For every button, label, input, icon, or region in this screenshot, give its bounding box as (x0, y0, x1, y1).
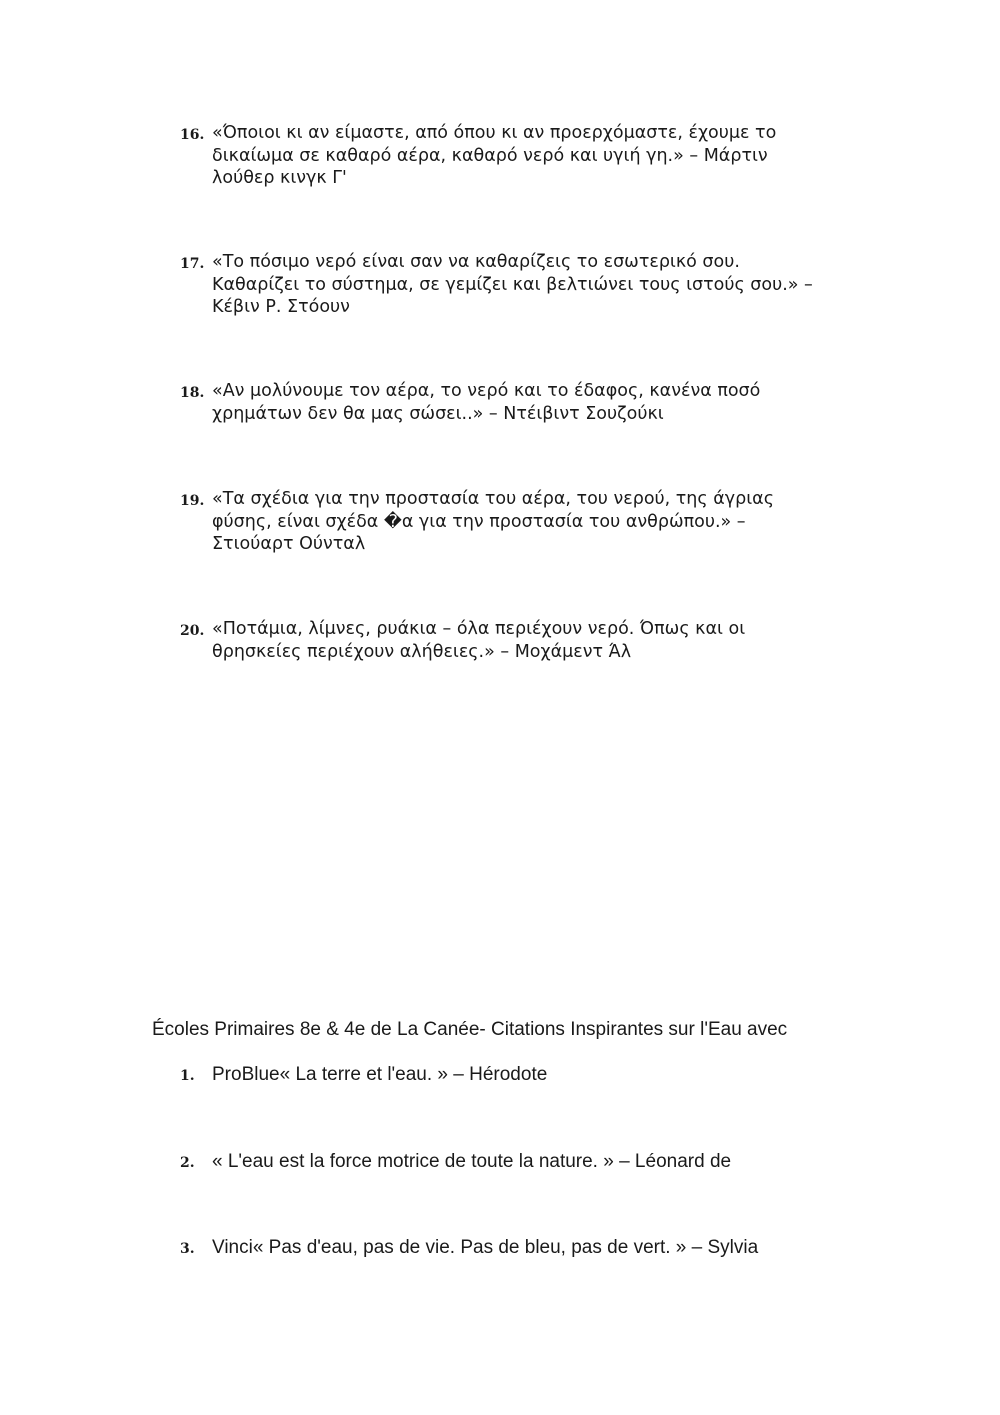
quote-number: 16. (180, 127, 205, 143)
quote-text (212, 488, 832, 556)
quote-line: «Ποτάμια, λίμνες, ρυάκια – όλα περιέχουν νερό. Όπως και οι (212, 619, 746, 639)
quote-line: Κέβιν Ρ. Στόουν (212, 297, 350, 317)
quote-number: 1. (180, 1068, 195, 1084)
quote-line: λούθερ κινγκ Γ' (212, 168, 347, 188)
quote-number: 17. (180, 256, 205, 272)
quote-line: Στιούαρτ Ούνταλ (212, 534, 366, 554)
quote-line: «Τα σχέδια για την προστασία του αέρα, του νερού, της άγριας (212, 489, 774, 509)
quote-line: χρημάτων δεν θα μας σώσει..» – Ντέιβιντ Σουζούκι (212, 403, 664, 424)
quote-number: 19. (180, 493, 205, 509)
quote-line: θρησκείες περιέχουν αλήθειες.» – Μοχάμεντ Άλ (212, 641, 632, 662)
quote-number: 3. (180, 1241, 195, 1257)
quote-line: φύσης, είναι σχέδα �α για την προστασία του ανθρώπου.» – (212, 511, 746, 532)
quote-text: « L'eau est la force motrice de toute la nature. » – Léonard de (212, 1151, 732, 1172)
quote-text (212, 618, 832, 663)
quote-text: Vinci« Pas d'eau, pas de vie. Pas de bleu, pas de vert. » – Sylvia (212, 1237, 759, 1258)
quote-text (212, 251, 832, 319)
quote-line: «Αν μολύνουμε τον αέρα, το νερό και το έδαφος, κανένα ποσό (212, 381, 761, 401)
quote-line: «Όποιοι κι αν είμαστε, από όπου κι αν προερχόμαστε, έχουμε το (212, 123, 777, 143)
quote-text (212, 380, 832, 425)
quote-text: ProBlue« La terre et l'eau. » – Hérodote (212, 1064, 548, 1085)
quote-text (212, 122, 832, 190)
section-heading: Écoles Primaires 8e & 4e de La Canée- Citations Inspirantes sur l'Eau avec (152, 1019, 788, 1040)
quote-line: Καθαρίζει το σύστημα, σε γεμίζει και βελτιώνει τους ιστούς σου.» – (212, 274, 813, 295)
quote-line: «Το πόσιμο νερό είναι σαν να καθαρίζεις το εσωτερικό σου. (212, 252, 740, 272)
quote-number: 20. (180, 623, 205, 639)
quote-line: δικαίωμα σε καθαρό αέρα, καθαρό νερό και υγιή γη.» – Μάρτιν (212, 145, 768, 166)
quote-number: 2. (180, 1155, 195, 1171)
quote-number: 18. (180, 385, 205, 401)
